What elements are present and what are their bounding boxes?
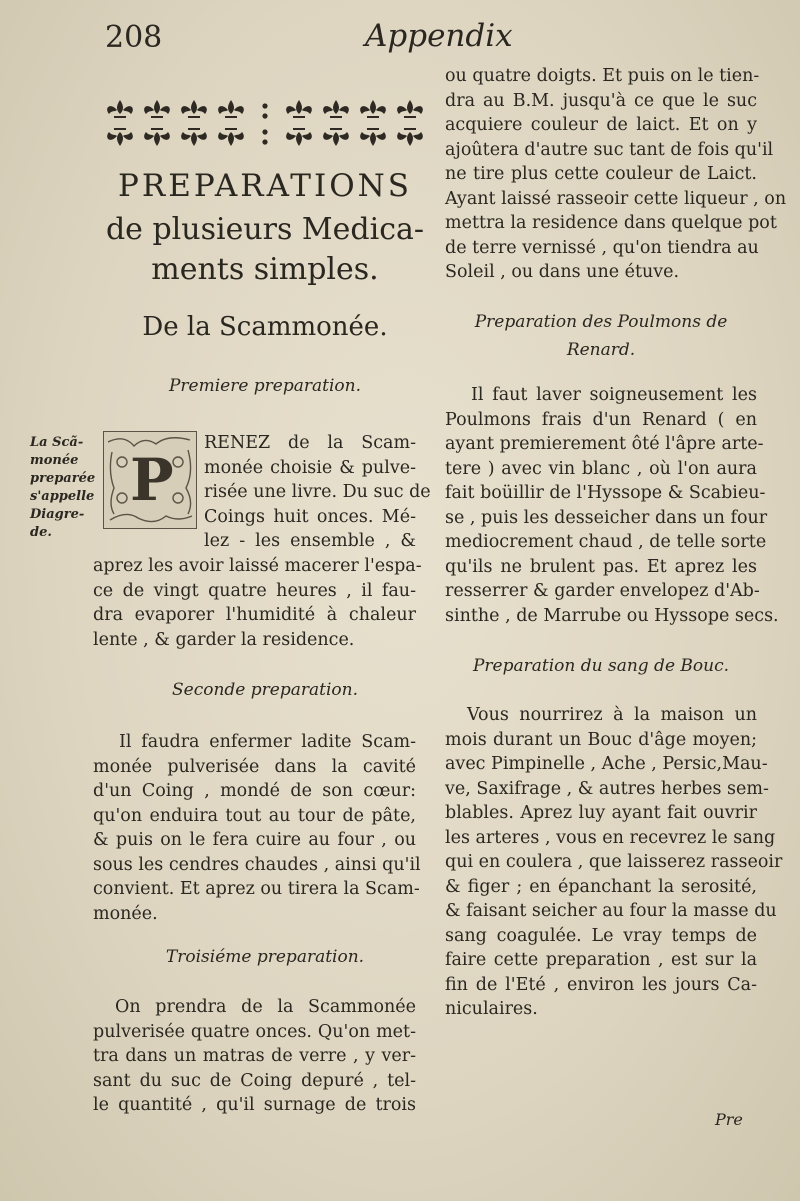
text-line: aprez les avoir laissé macerer l'espa- bbox=[93, 556, 422, 576]
margin-note-line: de. bbox=[30, 525, 52, 540]
title-line-1: PREPARATIONS bbox=[118, 168, 412, 204]
text-line: Soleil , ou dans une étuve. bbox=[445, 262, 680, 282]
text-line: fin de l'Eté , environ les jours Ca- bbox=[445, 974, 757, 995]
ornament-dot bbox=[262, 113, 267, 118]
fleuron-icon bbox=[286, 100, 312, 118]
fleuron-icon bbox=[144, 100, 170, 118]
margin-note bbox=[30, 434, 96, 542]
text-line: les arteres , vous en recevrez le sang bbox=[445, 827, 776, 848]
text-line: & faisant seicher au four la masse du bbox=[445, 901, 777, 921]
text-line: dra au B.M. jusqu'à ce que le suc bbox=[445, 90, 757, 111]
text-line: monée. bbox=[93, 903, 158, 924]
first-paragraph-rest bbox=[93, 554, 422, 652]
text-line: sant du suc de Coing depuré , tel- bbox=[93, 1070, 416, 1091]
bouc-paragraph bbox=[445, 703, 783, 1022]
text-line: lente , & garder la residence. bbox=[93, 629, 355, 650]
fleuron-icon bbox=[323, 100, 349, 118]
catchword: Pre bbox=[715, 1110, 743, 1129]
text-line: mettra la residence dans quelque pot bbox=[445, 213, 777, 233]
title-line-2: de plusieurs Medica- bbox=[105, 212, 425, 247]
running-head: Appendix bbox=[365, 18, 513, 54]
text-line: ve, Saxifrage , & autres herbes sem- bbox=[445, 778, 769, 799]
title-line-3: ments simples. bbox=[151, 252, 379, 287]
text-line: mediocrement chaud , de telle sorte bbox=[445, 532, 767, 552]
text-line: qu'on enduira tout au tour de pâte, bbox=[93, 805, 416, 826]
text-line: blables. Aprez luy ayant fait ouvrir bbox=[445, 803, 757, 823]
fleuron-icon bbox=[107, 100, 133, 118]
text-line: niculaires. bbox=[445, 999, 538, 1019]
text-line: d'un Coing , mondé de son cœur: bbox=[93, 781, 416, 801]
fleuron-icon bbox=[397, 128, 423, 146]
margin-note-line: monée bbox=[30, 453, 79, 468]
text-line: le quantité , qu'il surnage de trois bbox=[93, 1095, 416, 1115]
text-line: sang coagulée. Le vray temps de bbox=[445, 925, 757, 946]
fleuron-ornament bbox=[100, 92, 430, 154]
poumons-paragraph bbox=[445, 383, 779, 628]
fleuron-icon bbox=[144, 128, 170, 146]
first-paragraph-beside-cap bbox=[204, 431, 431, 554]
text-line: monée choisie & pulve- bbox=[204, 457, 416, 478]
fleuron-icon bbox=[397, 100, 423, 118]
text-line: tra dans un matras de verre , y ver- bbox=[93, 1046, 416, 1066]
text-line: se , puis les desseicher dans un four bbox=[445, 507, 768, 528]
continued-paragraph bbox=[445, 64, 787, 285]
first-heading: Premiere preparation. bbox=[168, 376, 362, 396]
page-number: 208 bbox=[105, 20, 163, 55]
margin-note-line: preparée bbox=[30, 471, 96, 486]
text-line: Ayant laissé rasseoir cette liqueur , on bbox=[445, 188, 787, 209]
text-line: acquiere couleur de laict. Et on y bbox=[445, 115, 757, 135]
second-heading: Seconde preparation. bbox=[172, 680, 358, 700]
poumons-heading-2: Renard. bbox=[566, 340, 636, 360]
text-line: faire cette preparation , est sur la bbox=[445, 950, 757, 970]
text-line: ce de vingt quatre heures , il fau- bbox=[93, 580, 416, 601]
fleuron-icon bbox=[181, 128, 207, 146]
fleuron-icon bbox=[107, 128, 133, 146]
text-line: & figer ; en épanchant la serosité, bbox=[445, 876, 757, 897]
text-line: ou quatre doigts. Et puis on le tien- bbox=[445, 66, 760, 86]
margin-note-line: Diagre- bbox=[30, 507, 85, 522]
fleuron-icon bbox=[360, 128, 386, 146]
text-line: Il faut laver soigneusement les bbox=[471, 385, 757, 405]
ornament-dot bbox=[262, 103, 267, 108]
text-line: tere ) avec vin blanc , où l'on aura bbox=[445, 458, 757, 479]
ornament-dot bbox=[262, 129, 267, 134]
fleuron-icon bbox=[286, 128, 312, 146]
second-paragraph bbox=[93, 730, 421, 926]
text-line: On prendra de la Scammonée bbox=[115, 997, 416, 1017]
text-line: convient. Et aprez ou tirera la Scam- bbox=[93, 879, 420, 899]
text-line: & puis on le fera cuire au four , ou bbox=[93, 830, 416, 850]
text-line: risée une livre. Du suc de bbox=[204, 482, 431, 502]
text-line: Il faudra enfermer ladite Scam- bbox=[119, 732, 416, 752]
text-line: Coings huit onces. Mé- bbox=[204, 506, 416, 527]
text-line: resserrer & garder envelopez d'Ab- bbox=[445, 581, 760, 601]
third-paragraph bbox=[93, 995, 416, 1118]
text-line: fait boüillir de l'Hyssope & Scabieu- bbox=[445, 483, 766, 503]
text-line: ajoûtera d'autre suc tant de fois qu'il bbox=[445, 139, 774, 160]
fleuron-icon bbox=[181, 100, 207, 118]
text-line: qui en coulera , que laisserez rasseoir bbox=[445, 852, 783, 872]
text-line: sous les cendres chaudes , ainsi qu'il bbox=[93, 854, 421, 875]
text-line: lez - les ensemble , & bbox=[204, 531, 416, 551]
text-line: ne tire plus cette couleur de Laict. bbox=[445, 164, 757, 184]
ornament-dot bbox=[262, 139, 267, 144]
text-line: monée pulverisée dans la cavité bbox=[93, 756, 416, 777]
text-line: ayant premierement ôté l'âpre arte- bbox=[445, 434, 764, 454]
third-heading: Troisiéme preparation. bbox=[165, 947, 365, 967]
bouc-heading: Preparation du sang de Bouc. bbox=[472, 656, 730, 676]
text-line: de terre vernissé , qu'on tiendra au bbox=[445, 237, 759, 258]
fleuron-icon bbox=[360, 100, 386, 118]
text-line: Vous nourrirez à la maison un bbox=[467, 705, 757, 725]
text-line: dra evaporer l'humidité à chaleur bbox=[93, 605, 416, 625]
section-title: De la Scammonée. bbox=[142, 312, 388, 342]
text-line: avec Pimpinelle , Ache , Persic,Mau- bbox=[445, 754, 768, 774]
text-line: Poulmons frais d'un Renard ( en bbox=[445, 409, 757, 430]
margin-note-line: La Scã- bbox=[30, 435, 84, 450]
text-line: RENEZ de la Scam- bbox=[204, 433, 416, 453]
text-line: sinthe , de Marrube ou Hyssope secs. bbox=[445, 605, 779, 626]
drop-cap-letter: P bbox=[130, 446, 174, 514]
text-line: qu'ils ne brulent pas. Et aprez les bbox=[445, 556, 757, 577]
fleuron-icon bbox=[218, 128, 244, 146]
drop-cap bbox=[103, 431, 197, 529]
text-line: pulverisée quatre onces. Qu'on met- bbox=[93, 1021, 416, 1042]
fleuron-icon bbox=[323, 128, 349, 146]
fleuron-icon bbox=[218, 100, 244, 118]
margin-note-line: s'appelle bbox=[30, 489, 95, 504]
text-line: mois durant un Bouc d'âge moyen; bbox=[445, 729, 757, 750]
poumons-heading-1: Preparation des Poulmons de bbox=[474, 312, 728, 332]
